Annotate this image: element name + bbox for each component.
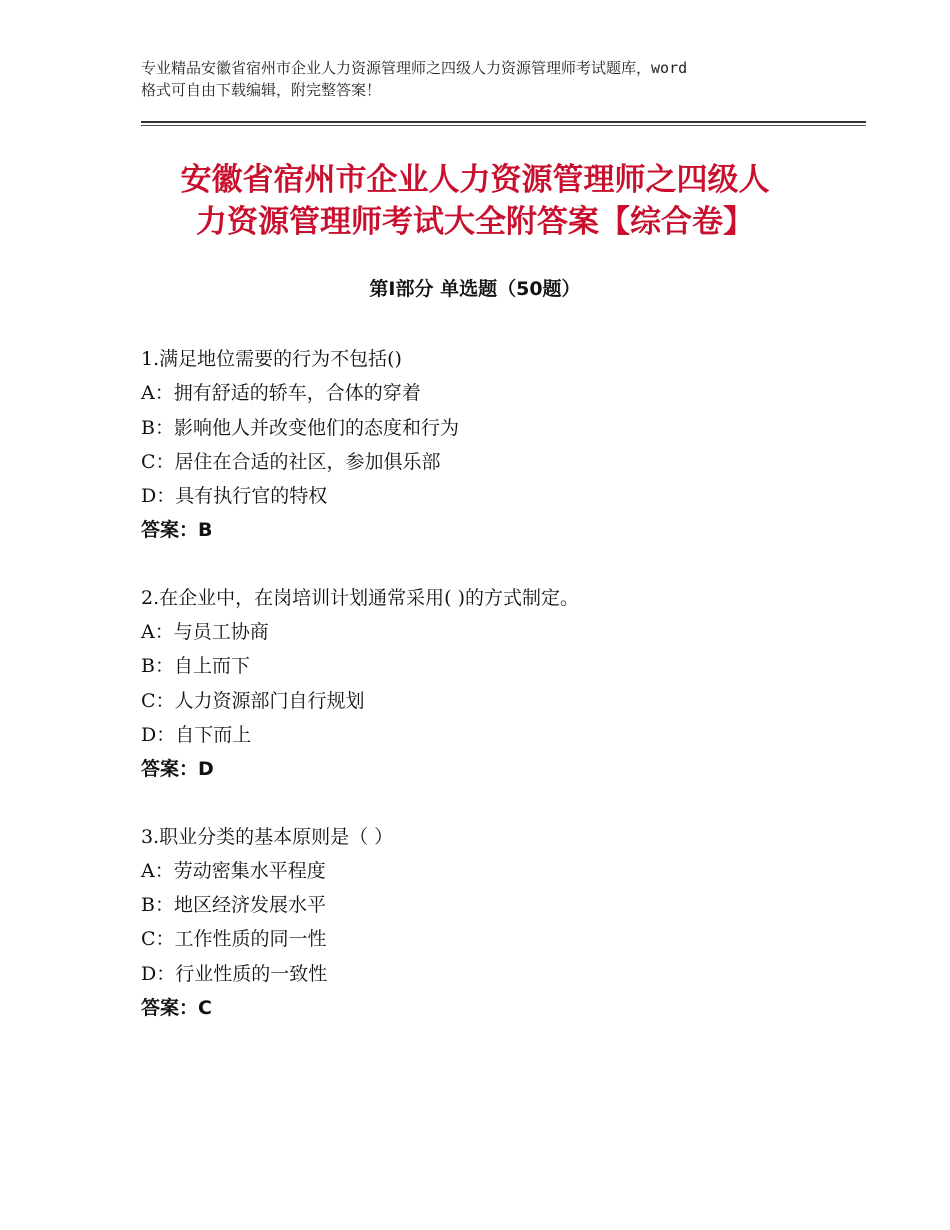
option-d: D：具有执行官的特权 <box>141 485 328 508</box>
header-divider-thick <box>141 121 866 123</box>
question-text: 2.在企业中，在岗培训计划通常采用( )的方式制定。 <box>141 586 579 609</box>
question-item <box>141 820 861 1026</box>
question-list <box>141 342 861 1058</box>
answer-text: 答案：B <box>141 519 213 542</box>
option-b: B：自上而下 <box>141 655 250 678</box>
header-divider-thin <box>141 125 866 126</box>
answer-text: 答案：C <box>141 997 212 1020</box>
document-title <box>100 159 850 243</box>
question-text: 3.职业分类的基本原则是（ ） <box>141 825 394 848</box>
question-text: 1.满足地位需要的行为不包括() <box>141 348 402 370</box>
option-b: B：影响他人并改变他们的态度和行为 <box>141 416 459 439</box>
question-item <box>141 581 861 787</box>
option-c: C：工作性质的同一性 <box>141 928 327 951</box>
option-c: C：人力资源部门自行规划 <box>141 689 365 712</box>
section-heading: 第Ⅰ部分 单选题（50题） <box>369 278 581 300</box>
question-item <box>141 342 861 548</box>
option-d: D：自下而上 <box>141 723 252 746</box>
document-title-line-1: 安徽省宿州市企业人力资源管理师之四级人 <box>180 162 770 198</box>
document-title-line-2: 力资源管理师考试大全附答案【综合卷】 <box>196 204 754 240</box>
option-a: A：拥有舒适的轿车，合体的穿着 <box>141 382 421 405</box>
option-c: C：居住在合适的社区，参加俱乐部 <box>141 450 441 473</box>
option-a: A：劳动密集水平程度 <box>141 859 326 882</box>
answer-text: 答案：D <box>141 758 214 781</box>
header-note: 专业精品安徽省宿州市企业人力资源管理师之四级人力资源管理师考试题库，word 格式可自由下载编辑，附完整答案！ <box>141 59 688 99</box>
option-a: A：与员工协商 <box>141 621 269 644</box>
option-b: B：地区经济发展水平 <box>141 894 326 917</box>
option-d: D：行业性质的一致性 <box>141 962 328 985</box>
